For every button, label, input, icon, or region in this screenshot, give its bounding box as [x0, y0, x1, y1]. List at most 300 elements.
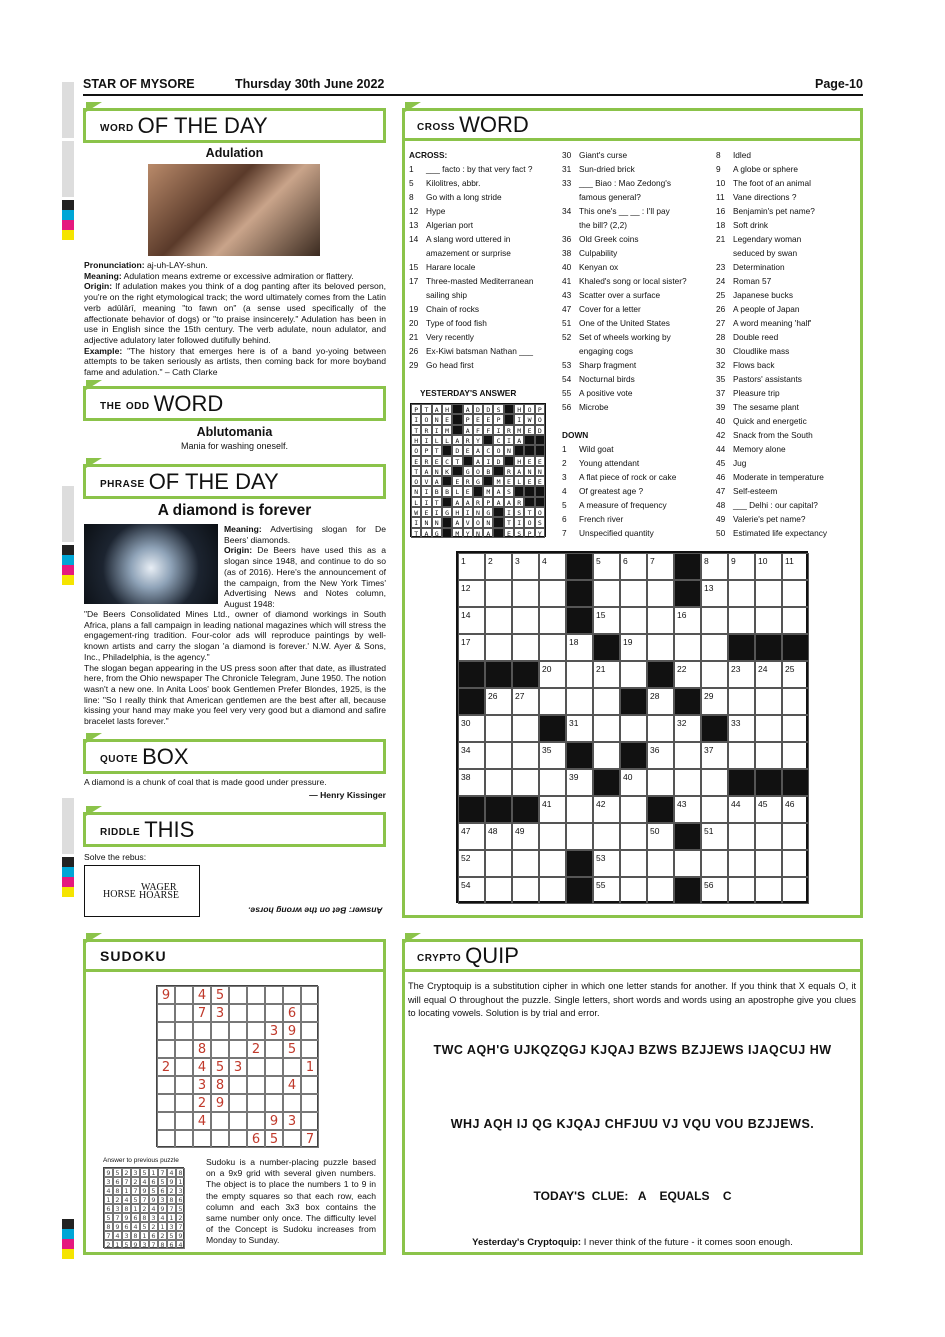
crossword-cell[interactable]: 51 [701, 823, 728, 850]
crossword-cell[interactable]: 52 [458, 850, 485, 877]
sudoku-cell[interactable]: 3 [193, 1076, 211, 1094]
crossword-cell[interactable] [755, 715, 782, 742]
crossword-cell[interactable] [593, 688, 620, 715]
crossword-cell[interactable]: 17 [458, 634, 485, 661]
crossword-cell[interactable] [674, 850, 701, 877]
crossword-cell[interactable]: 56 [701, 877, 728, 904]
crossword-cell[interactable]: 45 [755, 796, 782, 823]
sudoku-cell[interactable] [301, 1112, 319, 1130]
sudoku-cell[interactable]: 5 [265, 1130, 283, 1148]
answer-cell: N [483, 517, 493, 527]
answer-cell: B [483, 466, 493, 476]
sudoku-cell[interactable]: 9 [157, 986, 175, 1004]
crossword-cell[interactable]: 48 [485, 823, 512, 850]
sudoku-cell[interactable] [211, 1022, 229, 1040]
crossword-cell[interactable]: 42 [593, 796, 620, 823]
crossword-cell[interactable] [701, 850, 728, 877]
sudoku-cell[interactable] [247, 1058, 265, 1076]
sudoku-cell[interactable] [247, 1004, 265, 1022]
crossword-cell[interactable]: 14 [458, 607, 485, 634]
answer-cell: D [452, 445, 462, 455]
crossword-cell[interactable] [485, 742, 512, 769]
answer-cell: N [432, 466, 442, 476]
crossword-cell[interactable]: 47 [458, 823, 485, 850]
crossword-cell[interactable] [485, 877, 512, 904]
crossword-black-cell [755, 634, 782, 661]
sudoku-cell[interactable] [211, 1040, 229, 1058]
sudoku-cell[interactable] [175, 1130, 193, 1148]
crossword-cell[interactable]: 6 [620, 553, 647, 580]
answer-cell [452, 404, 462, 414]
crossword-cell[interactable] [701, 607, 728, 634]
sudoku-cell[interactable] [301, 986, 319, 1004]
crossword-cell[interactable] [539, 877, 566, 904]
crossword-cell[interactable]: 26 [485, 688, 512, 715]
answer-cell: H [514, 456, 524, 466]
crossword-cell[interactable]: 3 [512, 553, 539, 580]
crossword-cell[interactable] [674, 742, 701, 769]
crossword-cell[interactable] [539, 850, 566, 877]
crossword-cell[interactable]: 36 [647, 742, 674, 769]
sudoku-cell[interactable]: 9 [211, 1094, 229, 1112]
crossword-cell[interactable] [485, 580, 512, 607]
crossword-cell[interactable]: 37 [701, 742, 728, 769]
crossword-grid[interactable] [456, 551, 808, 903]
crossword-cell[interactable]: 21 [593, 661, 620, 688]
sudoku-cell[interactable]: 4 [193, 1058, 211, 1076]
sudoku-cell[interactable] [157, 1004, 175, 1022]
crossword-cell[interactable] [674, 634, 701, 661]
sudoku-cell[interactable] [157, 1112, 175, 1130]
sudoku-cell[interactable]: 8 [193, 1040, 211, 1058]
answer-cell [493, 528, 503, 538]
crossword-cell[interactable] [755, 877, 782, 904]
rebus-box [84, 865, 200, 917]
answer-cell: A [514, 435, 524, 445]
crossword-cell[interactable] [539, 634, 566, 661]
sudoku-cell: 4 [140, 1177, 149, 1186]
crossword-cell[interactable]: 15 [593, 607, 620, 634]
sudoku-cell: 8 [131, 1231, 140, 1240]
crossword-cell[interactable] [782, 742, 809, 769]
crossword-black-cell [566, 850, 593, 877]
crossword-cell[interactable] [512, 580, 539, 607]
sudoku-cell[interactable] [229, 1094, 247, 1112]
crossword-cell[interactable] [539, 607, 566, 634]
crossword-cell[interactable]: 49 [512, 823, 539, 850]
sudoku-grid[interactable] [156, 985, 318, 1147]
word-of-day-title [83, 108, 386, 143]
sudoku-cell[interactable] [229, 986, 247, 1004]
cryptoquip-clue: TODAY'S CLUE: A EQUALS C [533, 1189, 732, 1203]
sudoku-cell[interactable] [265, 1040, 283, 1058]
crossword-cell[interactable] [485, 634, 512, 661]
sudoku-cell[interactable] [301, 1094, 319, 1112]
answer-cell: A [493, 486, 503, 496]
sudoku-cell[interactable] [211, 1112, 229, 1130]
sudoku-cell[interactable] [283, 986, 301, 1004]
answer-cell: G [483, 507, 493, 517]
crossword-cell[interactable] [647, 580, 674, 607]
sudoku-cell[interactable] [157, 1040, 175, 1058]
crossword-cell[interactable] [728, 850, 755, 877]
sudoku-cell[interactable] [283, 1058, 301, 1076]
sudoku-cell[interactable] [301, 1076, 319, 1094]
across-col1: ACROSS: 1 ___ facto : by that very fact ? 5 Kilolitres, abbr. 8 Go with a long stride 12 Hype 13 Algerian port 14 A slang word uttered in amazement or surprise 15 Harare locale 17 Three-masted Mediterranean sailing ship 19 Chain of rocks 20 Type of food fish 21 Very recently 26 Ex-Kiwi batsman Nathan ___ 29 Go head first [409, 148, 559, 372]
sudoku-cell: 4 [113, 1231, 122, 1240]
crossword-cell[interactable]: 55 [593, 877, 620, 904]
sudoku-cell: 1 [149, 1168, 158, 1177]
sudoku-cell[interactable] [157, 1022, 175, 1040]
crossword-cell[interactable]: 1 [458, 553, 485, 580]
crossword-cell[interactable] [593, 580, 620, 607]
crossword-cell[interactable]: 38 [458, 769, 485, 796]
title-small: word [100, 117, 134, 134]
crossword-cell[interactable] [620, 715, 647, 742]
crossword-cell[interactable] [485, 769, 512, 796]
crossword-cell[interactable]: 50 [647, 823, 674, 850]
crossword-cell[interactable]: 11 [782, 553, 809, 580]
crossword-cell[interactable] [728, 607, 755, 634]
sudoku-cell[interactable] [157, 1094, 175, 1112]
answer-cell: O [493, 445, 503, 455]
sudoku-cell[interactable]: 9 [265, 1112, 283, 1130]
answer-cell: A [493, 497, 503, 507]
crossword-cell[interactable] [620, 877, 647, 904]
sudoku-cell[interactable] [229, 1040, 247, 1058]
crossword-cell[interactable] [620, 823, 647, 850]
crossword-cell[interactable] [647, 877, 674, 904]
sudoku-cell[interactable] [247, 1094, 265, 1112]
crossword-cell[interactable] [593, 715, 620, 742]
crossword-cell[interactable]: 7 [647, 553, 674, 580]
crossword-cell[interactable] [485, 607, 512, 634]
answer-cell: N [473, 528, 483, 538]
sudoku-cell[interactable]: 5 [211, 1058, 229, 1076]
clue-row: 8 Go with a long stride [409, 192, 502, 202]
sudoku-cell[interactable] [175, 986, 193, 1004]
crossword-cell[interactable] [755, 823, 782, 850]
crossword-cell[interactable] [566, 688, 593, 715]
answer-cell [504, 414, 514, 424]
answer-cell: S [535, 517, 545, 527]
crossword-cell[interactable]: 27 [512, 688, 539, 715]
crossword-cell[interactable] [485, 850, 512, 877]
sudoku-cell[interactable] [301, 1004, 319, 1022]
sudoku-cell[interactable] [211, 1130, 229, 1148]
paper-name: STAR OF MYSORE [83, 77, 195, 91]
crossword-cell[interactable]: 44 [728, 796, 755, 823]
crossword-cell[interactable]: 35 [539, 742, 566, 769]
sudoku-cell: 9 [113, 1222, 122, 1231]
crossword-cell[interactable] [539, 688, 566, 715]
crossword-cell[interactable]: 5 [593, 553, 620, 580]
crossword-cell[interactable] [755, 742, 782, 769]
answer-cell: H [411, 435, 421, 445]
crossword-cell[interactable] [647, 715, 674, 742]
sudoku-cell[interactable] [229, 1112, 247, 1130]
sudoku-cell[interactable] [283, 1094, 301, 1112]
crossword-cell[interactable] [539, 823, 566, 850]
sudoku-cell[interactable] [175, 1004, 193, 1022]
sudoku-cell[interactable] [247, 1112, 265, 1130]
sudoku-cell[interactable] [229, 1004, 247, 1022]
sudoku-cell[interactable]: 3 [283, 1112, 301, 1130]
crossword-cell[interactable] [728, 688, 755, 715]
crossword-cell[interactable]: 8 [701, 553, 728, 580]
crossword-cell[interactable] [539, 580, 566, 607]
sudoku-cell[interactable] [229, 1076, 247, 1094]
sudoku-cell[interactable]: 6 [283, 1004, 301, 1022]
cryptoquip-title: crypto QUIP [405, 942, 860, 972]
answer-cell: T [411, 528, 421, 538]
crossword-cell[interactable] [782, 877, 809, 904]
clue-row: 32 Flows back [716, 360, 775, 370]
crossword-cell[interactable]: 28 [647, 688, 674, 715]
crossword-cell[interactable] [593, 823, 620, 850]
sudoku-cell[interactable]: 4 [283, 1076, 301, 1094]
sudoku-cell[interactable] [247, 1076, 265, 1094]
sudoku-cell[interactable]: 3 [229, 1058, 247, 1076]
crossword-cell[interactable]: 54 [458, 877, 485, 904]
answer-cell: E [411, 456, 421, 466]
sudoku-cell[interactable] [265, 1076, 283, 1094]
sudoku-cell[interactable] [229, 1022, 247, 1040]
answer-cell [463, 456, 473, 466]
crossword-cell[interactable] [782, 850, 809, 877]
crossword-cell[interactable] [620, 607, 647, 634]
sudoku-cell[interactable] [175, 1058, 193, 1076]
sudoku-cell: 1 [131, 1204, 140, 1213]
crossword-cell[interactable] [701, 634, 728, 661]
sudoku-cell: 4 [149, 1204, 158, 1213]
crossword-cell[interactable] [728, 742, 755, 769]
answer-cell: Y [463, 528, 473, 538]
crossword-cell[interactable]: 23 [728, 661, 755, 688]
answer-cell: P [411, 404, 421, 414]
crossword-black-cell [782, 634, 809, 661]
crossword-cell[interactable] [512, 850, 539, 877]
crossword-cell[interactable] [782, 715, 809, 742]
crossword-cell[interactable] [512, 715, 539, 742]
crossword-cell[interactable]: 19 [620, 634, 647, 661]
across-col2: 30 Giant's curse 31 Sun-dried brick 33 ___ Biao : Mao Zedong's famous general? 34 This one's __ __ : I'll pay the bill? (2,2) 36 Old Greek coins 38 Culpability 40 Kenyan ox 41 Khaled's song or local sister? 43 Scatter over a surface 47 Cover for a letter 51 One of the United States 52 Set of wheels working by engaging cogs 53 Sharp fragment 54 Nocturnal birds 55 A positive vote 56 Microbe DOWN 1 Wild goat 2 Young attendant 3 A flat piece of rock or cake 4 Of greatest age ? 5 A measure of frequency 6 French river 7 Unspecified quantity [562, 148, 712, 540]
sudoku-cell[interactable] [157, 1130, 175, 1148]
sudoku-cell[interactable] [265, 1058, 283, 1076]
crossword-cell[interactable] [620, 580, 647, 607]
crossword-cell[interactable]: 40 [620, 769, 647, 796]
crossword-cell[interactable] [647, 769, 674, 796]
crossword-cell[interactable]: 24 [755, 661, 782, 688]
crossword-cell[interactable]: 9 [728, 553, 755, 580]
crossword-cell[interactable]: 43 [674, 796, 701, 823]
sudoku-cell: 1 [167, 1213, 176, 1222]
sudoku-cell[interactable]: 2 [193, 1094, 211, 1112]
crossword-cell[interactable]: 22 [674, 661, 701, 688]
crossword-cell[interactable] [512, 742, 539, 769]
answer-cell: A [463, 497, 473, 507]
crossword-cell[interactable] [593, 742, 620, 769]
crossword-cell[interactable] [782, 580, 809, 607]
crossword-cell[interactable] [701, 769, 728, 796]
clue-row: 18 Soft drink [716, 220, 769, 230]
crossword-cell[interactable]: 16 [674, 607, 701, 634]
crossword-cell[interactable]: 32 [674, 715, 701, 742]
sudoku-cell: 5 [113, 1168, 122, 1177]
crossword-cell[interactable] [701, 796, 728, 823]
sudoku-cell[interactable] [193, 1130, 211, 1148]
crossword-cell[interactable] [566, 823, 593, 850]
sudoku-cell: 6 [113, 1177, 122, 1186]
crossword-cell[interactable] [782, 688, 809, 715]
sudoku-cell[interactable] [175, 1076, 193, 1094]
crossword-cell[interactable] [755, 607, 782, 634]
clue-row: 5 Kilolitres, abbr. [409, 178, 481, 188]
answer-cell [442, 497, 452, 507]
crossword-cell[interactable]: 33 [728, 715, 755, 742]
crossword-cell[interactable] [782, 823, 809, 850]
sudoku-cell: 8 [158, 1240, 167, 1249]
crossword-cell[interactable]: 31 [566, 715, 593, 742]
sudoku-cell[interactable]: 7 [301, 1130, 319, 1148]
sudoku-cell: 2 [176, 1213, 185, 1222]
crossword-black-cell [674, 688, 701, 715]
answer-cell [535, 486, 545, 496]
crossword-cell[interactable] [755, 850, 782, 877]
crossword-cell[interactable]: 25 [782, 661, 809, 688]
sudoku-cell[interactable]: 8 [211, 1076, 229, 1094]
crossword-cell[interactable] [755, 688, 782, 715]
clue-row: 12 Hype [409, 206, 446, 216]
crossword-cell[interactable] [512, 607, 539, 634]
sudoku-cell[interactable] [229, 1130, 247, 1148]
crossword-cell[interactable] [620, 796, 647, 823]
crossword-cell[interactable]: 10 [755, 553, 782, 580]
sudoku-cell[interactable] [175, 1040, 193, 1058]
crossword-cell[interactable]: 12 [458, 580, 485, 607]
answer-cell [452, 466, 462, 476]
crossword-cell[interactable] [566, 661, 593, 688]
sudoku-cell[interactable]: 3 [265, 1022, 283, 1040]
answer-cell: O [473, 517, 483, 527]
sudoku-cell[interactable] [301, 1022, 319, 1040]
crossword-cell[interactable] [755, 580, 782, 607]
crossword-cell[interactable] [728, 580, 755, 607]
crossword-cell[interactable]: 46 [782, 796, 809, 823]
clue-row: 50 Estimated life expectancy [716, 528, 828, 538]
crossword-cell[interactable] [620, 661, 647, 688]
sudoku-cell[interactable]: 7 [193, 1004, 211, 1022]
clue-row: 4 Of greatest age ? [562, 486, 644, 496]
clue-row: 47 Self-esteem [716, 486, 778, 496]
crossword-cell[interactable]: 39 [566, 769, 593, 796]
sudoku-cell[interactable]: 5 [211, 986, 229, 1004]
quote-text: A diamond is a chunk of coal that is made good under pressure. [84, 777, 327, 787]
crossword-cell[interactable] [566, 796, 593, 823]
clue-row: 15 Harare locale [409, 262, 476, 272]
sudoku-cell[interactable] [265, 986, 283, 1004]
sudoku-cell[interactable]: 9 [283, 1022, 301, 1040]
answer-cell [493, 507, 503, 517]
answer-cell [442, 445, 452, 455]
sudoku-cell[interactable]: 2 [247, 1040, 265, 1058]
crossword-cell[interactable]: 13 [701, 580, 728, 607]
answer-cell: Y [535, 528, 545, 538]
crossword-cell[interactable] [512, 634, 539, 661]
sudoku-cell[interactable] [247, 986, 265, 1004]
crossword-cell[interactable]: 29 [701, 688, 728, 715]
crossword-cell[interactable]: 53 [593, 850, 620, 877]
sudoku-cell[interactable]: 6 [247, 1130, 265, 1148]
clue-row: 31 Sun-dried brick [562, 164, 635, 174]
header-rule [83, 94, 863, 96]
sudoku-title: SUDOKU [86, 942, 383, 972]
sudoku-cell[interactable] [301, 1040, 319, 1058]
sudoku-cell[interactable] [175, 1094, 193, 1112]
crossword-cell[interactable] [647, 634, 674, 661]
sudoku-cell[interactable] [175, 1022, 193, 1040]
sudoku-cell: 9 [104, 1168, 113, 1177]
crossword-cell[interactable]: 2 [485, 553, 512, 580]
crossword-cell[interactable] [701, 661, 728, 688]
sudoku-cell[interactable]: 5 [283, 1040, 301, 1058]
sudoku-cell: 9 [176, 1231, 185, 1240]
crossword-cell[interactable] [647, 850, 674, 877]
crossword-cell[interactable] [728, 877, 755, 904]
sudoku-cell[interactable] [193, 1022, 211, 1040]
sudoku-cell[interactable]: 2 [157, 1058, 175, 1076]
crossword-cell[interactable] [674, 769, 701, 796]
crossword-cell[interactable] [647, 607, 674, 634]
crossword-cell[interactable] [620, 850, 647, 877]
answer-cell: F [483, 425, 493, 435]
crossword-cell[interactable]: 41 [539, 796, 566, 823]
sudoku-cell[interactable]: 4 [193, 1112, 211, 1130]
answer-cell: B [432, 486, 442, 496]
crossword-cell[interactable]: 20 [539, 661, 566, 688]
answer-cell: M [483, 486, 493, 496]
answer-cell: S [504, 486, 514, 496]
crowd-photo [148, 164, 320, 256]
sudoku-cell[interactable] [265, 1004, 283, 1022]
answer-cell: H [442, 404, 452, 414]
crossword-cell[interactable]: 4 [539, 553, 566, 580]
crossword-cell[interactable] [539, 769, 566, 796]
clue-row: 35 Pastors' assistants [716, 374, 802, 384]
sudoku-cell[interactable] [283, 1130, 301, 1148]
answer-cell: D [473, 404, 483, 414]
crossword-cell[interactable] [485, 715, 512, 742]
crossword-cell[interactable]: 18 [566, 634, 593, 661]
sudoku-cell[interactable]: 3 [211, 1004, 229, 1022]
crossword-cell[interactable] [512, 769, 539, 796]
sudoku-cell[interactable] [157, 1076, 175, 1094]
sudoku-cell: 6 [149, 1177, 158, 1186]
sudoku-cell[interactable]: 1 [301, 1058, 319, 1076]
sudoku-cell[interactable] [175, 1112, 193, 1130]
crossword-cell[interactable]: 30 [458, 715, 485, 742]
sudoku-cell[interactable] [265, 1094, 283, 1112]
crossword-cell[interactable] [512, 877, 539, 904]
sudoku-cell[interactable]: 4 [193, 986, 211, 1004]
crossword-cell[interactable] [782, 607, 809, 634]
crossword-cell[interactable]: 34 [458, 742, 485, 769]
answer-cell: O [535, 414, 545, 424]
answer-cell [524, 486, 534, 496]
sudoku-cell[interactable] [247, 1022, 265, 1040]
crossword-cell[interactable] [728, 823, 755, 850]
answer-cell: A [473, 456, 483, 466]
